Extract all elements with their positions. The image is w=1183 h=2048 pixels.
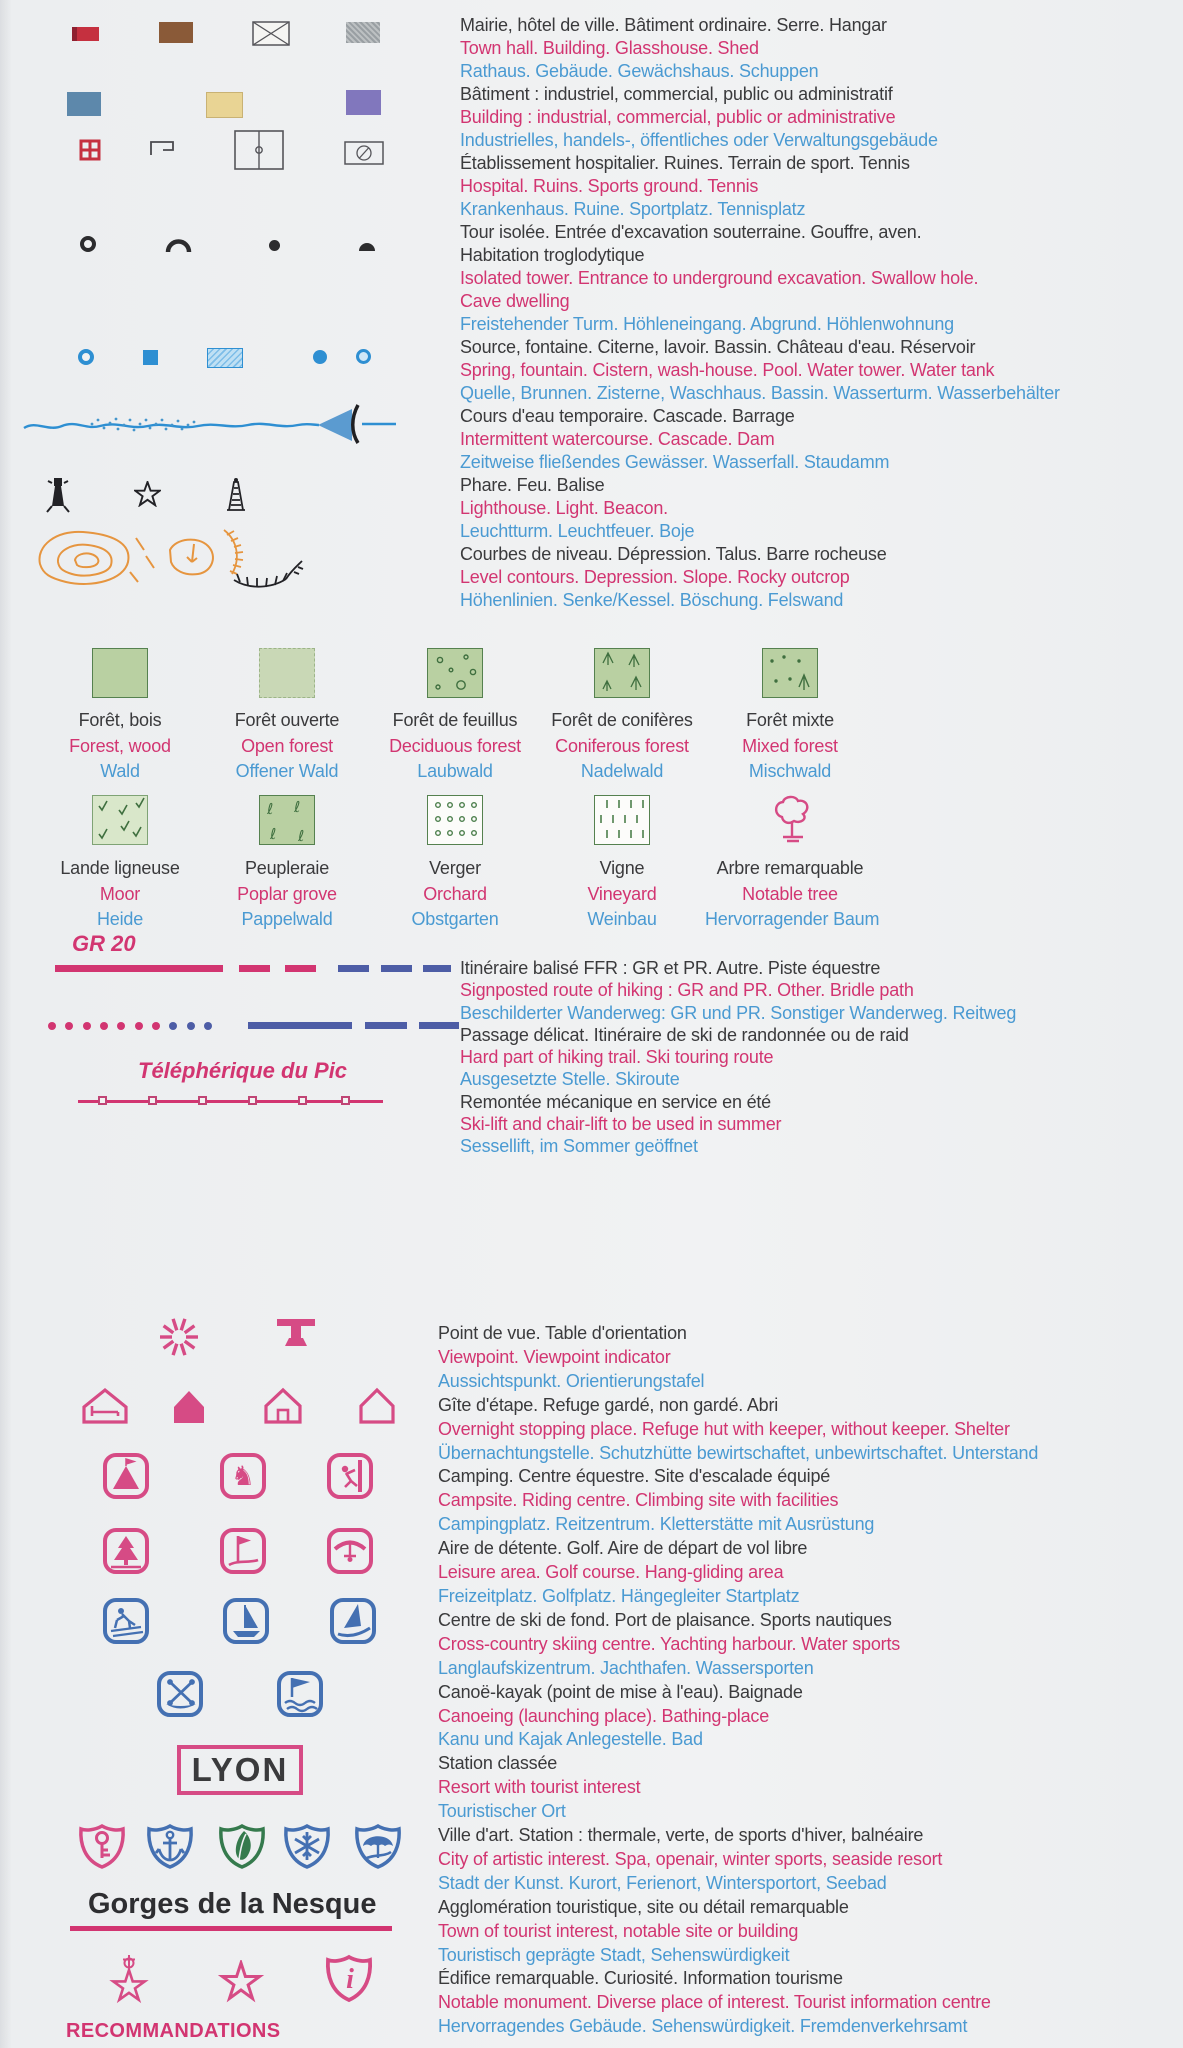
ski-touring-dash <box>419 1022 459 1029</box>
legend-line: Hospital. Ruins. Sports ground. Tennis <box>460 176 759 196</box>
ski-touring-dot <box>187 1022 195 1030</box>
ski-lift-label: Téléphérique du Pic <box>138 1058 348 1083</box>
coniferous-forest-label: Forêt de conifères Coniferous forest Nadelwald <box>551 710 693 781</box>
legend-line: Phare. Feu. Balise <box>460 475 605 495</box>
legend-line: Passage délicat. Itinéraire de ski de randonnée ou de raid <box>460 1024 909 1045</box>
ruins-symbol <box>148 139 176 157</box>
legend-line: Cave dwelling <box>460 291 570 311</box>
monument-star-icon <box>104 1954 154 2006</box>
legend-line: Freistehender Turm. Höhleneingang. Abgrund. Höhlenwohnung <box>460 314 954 334</box>
riding-centre-ic on <box>220 1453 266 1499</box>
svg-text:ℓ: ℓ <box>294 798 301 816</box>
shed-swatch <box>346 22 380 43</box>
legend-line: Intermittent watercourse. Cascade. Dam <box>460 429 775 449</box>
bathing-icon <box>277 1671 323 1717</box>
swallow-hole-symbol <box>269 240 280 251</box>
cascade-symbol <box>318 409 352 441</box>
light-star-symbol <box>134 481 161 507</box>
legend-line: Leuchtturm. Leuchtfeuer. Boje <box>460 521 695 541</box>
legend-line: Itinéraire balisé FFR : GR et PR. Autre. Piste équestre <box>460 958 881 978</box>
legend-top-text <box>460 14 1060 612</box>
ski-lift-pylon <box>341 1096 350 1105</box>
gr-route-label: GR 20 <box>72 931 136 956</box>
intermittent-watercourse-symbol <box>22 398 402 446</box>
town-name-label: LYON <box>191 1751 289 1788</box>
ski-lift-line <box>78 1100 383 1103</box>
legend-line: Canoeing (launching place). Bathing-place <box>438 1705 770 1726</box>
legend-line: Agglomération touristique, site ou détail remarquable <box>438 1896 849 1917</box>
legend-line: Point de vue. Table d'orientation <box>438 1323 687 1343</box>
legend-line: Quelle, Brunnen. Zisterne, Waschhaus. Bassin. Wasserturm. Wasserbehälter <box>460 383 1060 403</box>
svg-text:ℓ: ℓ <box>298 827 305 843</box>
legend-line: Beschilderter Wanderweg: GR und PR. Sonstiger Wanderweg. Reitweg <box>460 1002 1017 1023</box>
mixed-forest-swatch <box>762 648 818 698</box>
legend-line: Station classée <box>438 1753 558 1774</box>
cave-dwelling-symbol <box>358 239 376 252</box>
legend-line: Lighthouse. Light. Beacon. <box>460 498 668 518</box>
legend-line: Spring, fountain. Cistern, wash-house. Pool. Water tower. Water tank <box>460 360 995 380</box>
legend-line: Kanu und Kajak Anlegestelle. Bad <box>438 1729 703 1750</box>
bridle-path-dash <box>423 965 451 972</box>
slope-symbol <box>224 530 243 574</box>
legend-line: Isolated tower. Entrance to underground excavation. Swallow hole. <box>460 268 979 288</box>
open-forest-label: Forêt ouverte Open forest Offener Wald <box>234 710 340 781</box>
industrial-building-swatch <box>67 92 101 116</box>
legend-line: Industrielles, handels-, öffentliches oder Verwaltungsgebäude <box>460 130 938 150</box>
legend-line: Touristischer Ort <box>438 1801 566 1822</box>
gite-etape-icon <box>82 1385 128 1425</box>
horse-glyph: ♞ <box>230 1460 256 1491</box>
deciduous-forest-label: Forêt de feuillus Deciduous forest Laubwald <box>389 710 521 781</box>
hard-passage-dot <box>100 1022 108 1030</box>
legend-line: Level contours. Depression. Slope. Rocky outcrop <box>460 567 850 587</box>
legend-line: Canoë-kayak (point de mise à l'eau). Baignade <box>438 1681 803 1702</box>
reservoir-symbol <box>356 349 371 364</box>
coniferous-forest-swatch <box>594 648 650 698</box>
legend-line: Overnight stopping place. Refuge hut with keeper, without keeper. Shelter <box>438 1418 1010 1439</box>
tourist-town-example: Gorges de la Nesque <box>88 1888 377 1920</box>
legend-line: Courbes de niveau. Dépression. Talus. Barre rocheuse <box>460 544 887 564</box>
level-contours-symbol <box>28 516 308 604</box>
svg-text:i: i <box>346 1964 354 1995</box>
notable-tree-icon <box>770 793 814 845</box>
legend-line: Campingplatz. Reitzentrum. Kletterstätte mit Ausrüstung <box>438 1514 875 1535</box>
legend-line: Notable monument. Diverse place of interest. Tourist information centre <box>438 1992 991 2013</box>
vineyard-swatch <box>594 795 650 845</box>
tennis-symbol <box>344 141 384 165</box>
ski-touring-dot <box>169 1022 177 1030</box>
isolated-tower-symbol <box>80 236 96 252</box>
legend-line: Krankenhaus. Ruine. Sportplatz. Tennisplatz <box>460 199 806 219</box>
legend-line: Tour isolée. Entrée d'excavation souterraine. Gouffre, aven. <box>460 222 922 242</box>
legend-line: Freizeitplatz. Golfplatz. Hängegleiter Startplatz <box>438 1585 800 1606</box>
legend-line: Building : industrial, commercial, public or administrative <box>460 107 896 127</box>
classified-resort-example <box>177 1745 303 1795</box>
legend-line: Stadt der Kunst. Kurort, Ferienort, Wintersportort, Seebad <box>438 1872 887 1893</box>
spring-symbol <box>78 349 94 365</box>
svg-text:ℓ: ℓ <box>267 800 274 818</box>
notable-tree-label: Arbre remarquable Notable tree Hervorragender Baum <box>705 858 880 929</box>
beacon-symbol <box>224 477 248 512</box>
recommendations-title: RECOMMANDATIONS <box>66 2020 281 2042</box>
ski-touring-dot <box>204 1022 212 1030</box>
moor-label: Lande ligneuse Moor Heide <box>60 858 180 929</box>
mixed-forest-label: Forêt mixte Mixed forest Mischwald <box>742 710 838 781</box>
ordinary-building-swatch <box>159 22 193 43</box>
curiosity-star-icon <box>218 1960 264 2004</box>
legend-line: Zeitweise fließendes Gewässer. Wasserfall. Staudamm <box>460 452 890 472</box>
legend-line: Camping. Centre équestre. Site d'escalade équipé <box>438 1466 831 1487</box>
pool-symbol <box>207 348 243 368</box>
bridle-path-dash <box>381 965 412 972</box>
lighthouse-symbol <box>45 476 71 514</box>
sports-ground-symbol <box>234 130 284 170</box>
rocky-outcrop-symbol <box>234 561 303 587</box>
legend-line: Ville d'art. Station : thermale, verte, de sports d'hiver, balnéaire <box>438 1825 924 1846</box>
legend-line: Édifice remarquable. Curiosité. Information tourisme <box>438 1968 843 1989</box>
hospital-symbol <box>79 139 101 161</box>
legend-line: Hervorragendes Gebäude. Sehenswürdigkeit. Fremdenverkehrsamt <box>438 2016 968 2037</box>
depression-symbol <box>170 540 213 575</box>
shelter-icon <box>359 1385 395 1425</box>
hard-passage-dot <box>83 1022 91 1030</box>
bridle-path-dash <box>338 965 369 972</box>
legend-line: Aussichtspunkt. Orientierungstafel <box>438 1370 705 1391</box>
tourist-town-underline <box>70 1926 392 1931</box>
public-building-swatch <box>346 90 381 115</box>
legend-line: Habitation troglodytique <box>460 245 645 265</box>
legend-line: Source, fontaine. Citerne, lavoir. Bassin. Château d'eau. Réservoir <box>460 337 976 357</box>
legend-line: Town hall. Building. Glasshouse. Shed <box>460 38 759 58</box>
legend-line: Établissement hospitalier. Ruines. Terrain de sport. Tennis <box>460 153 910 173</box>
orientation-table-icon <box>276 1318 316 1354</box>
viewpoint-icon <box>158 1316 200 1358</box>
legend-line: Sessellift, im Sommer geöffnet <box>460 1136 698 1157</box>
leisure-area-icon <box>103 1528 149 1574</box>
campsite-icon <box>103 1453 149 1499</box>
legend-tourism-text <box>438 1322 1038 2039</box>
legend-line: Touristisch geprägte Stadt, Sehenswürdigkeit <box>438 1944 790 1965</box>
climbing-icon <box>327 1453 373 1499</box>
legend-line: Aire de détente. Golf. Aire de départ de vol libre <box>438 1538 808 1559</box>
poplar-grove-label: Peupleraie Poplar grove Pappelwald <box>237 858 337 929</box>
cross-country-ski-icon <box>103 1598 149 1644</box>
hard-passage-dot <box>135 1022 143 1030</box>
legend-line: Hard part of hiking trail. Ski touring route <box>460 1047 774 1068</box>
refuge-with-keeper-icon <box>172 1387 206 1425</box>
legend-line: Ski-lift and chair-lift to be used in summer <box>460 1114 782 1135</box>
legend-line: City of artistic interest. Spa, openair, winter sports, seaside resort <box>438 1848 943 1869</box>
open-forest-swatch <box>259 648 315 698</box>
legend-line: Rathaus. Gebäude. Gewächshaus. Schuppen <box>460 61 819 81</box>
moor-swatch <box>92 795 148 845</box>
legend-line: Cours d'eau temporaire. Cascade. Barrage <box>460 406 795 426</box>
tourist-info-icon <box>324 1954 374 2004</box>
ski-lift-pylon <box>298 1096 307 1105</box>
ski-lift-pylon <box>248 1096 257 1105</box>
artistic-city-shield-icon <box>77 1823 127 1870</box>
pr-route-dash <box>285 965 316 972</box>
cistern-symbol <box>143 350 158 365</box>
hard-passage-dot <box>48 1022 56 1030</box>
openair-shield-icon <box>217 1823 267 1870</box>
windsurfing-icon <box>330 1598 376 1644</box>
water-tower-symbol <box>313 350 327 364</box>
seaside-shield-icon <box>353 1823 403 1870</box>
legend-line: Signposted route of hiking : GR and PR. Other. Bridle path <box>460 980 914 1001</box>
legend-line: Leisure area. Golf course. Hang-gliding area <box>438 1562 784 1583</box>
legend-line: Viewpoint. Viewpoint indicator <box>438 1346 671 1367</box>
gr-route-line <box>55 965 223 972</box>
hard-passage-dot <box>65 1022 73 1030</box>
legend-line: Campsite. Riding centre. Climbing site with facilities <box>438 1490 839 1511</box>
orchard-label: Verger Orchard Obstgarten <box>411 858 499 929</box>
legend-line: Höhenlinien. Senke/Kessel. Böschung. Felswand <box>460 590 844 610</box>
legend-line: Town of tourist interest, notable site or building <box>438 1920 799 1941</box>
legend-line: Langlaufskizentrum. Jachthafen. Wassersporten <box>438 1657 814 1678</box>
orchard-swatch <box>427 795 483 845</box>
ski-touring-dash <box>365 1022 407 1029</box>
poplar-grove-swatch <box>259 795 315 845</box>
canoeing-icon <box>157 1671 203 1717</box>
glasshouse-symbol <box>252 21 290 46</box>
commercial-building-swatch <box>206 92 243 118</box>
refuge-without-keeper-icon <box>264 1385 302 1425</box>
legend-line: Bâtiment : industriel, commercial, public ou administratif <box>460 84 893 104</box>
forest-wood-swatch <box>92 648 148 698</box>
legend-line: Übernachtungstelle. Schutzhütte bewirtschaftet, unbewirtschaftet. Unterstand <box>438 1442 1039 1463</box>
spa-shield-icon <box>145 1823 195 1870</box>
ski-lift-pylon <box>98 1096 107 1105</box>
vineyard-label: Vigne Vineyard Weinbau <box>587 858 657 929</box>
ski-lift-pylon <box>148 1096 157 1105</box>
yachting-icon <box>223 1598 269 1644</box>
legend-line: Remontée mécanique en service en été <box>460 1091 771 1112</box>
legend-line: Cross-country skiing centre. Yachting harbour. Water sports <box>438 1633 901 1654</box>
legend-line: Gîte d'étape. Refuge gardé, non gardé. Abri <box>438 1394 779 1415</box>
town-hall-swatch <box>72 27 99 41</box>
ski-touring-line <box>248 1022 352 1029</box>
legend-line: Mairie, hôtel de ville. Bâtiment ordinaire. Serre. Hangar <box>460 15 887 35</box>
hang-gliding-icon <box>327 1528 373 1574</box>
forest-wood-label: Forêt, bois Forest, wood Wald <box>69 710 171 781</box>
deciduous-forest-swatch <box>427 648 483 698</box>
legend-line: Ausgesetzte Stelle. Skiroute <box>460 1069 680 1090</box>
winter-sports-shield-icon <box>282 1823 332 1870</box>
svg-text:ℓ: ℓ <box>270 825 277 843</box>
pr-route-dash <box>239 965 270 972</box>
hard-passage-dot <box>117 1022 125 1030</box>
hard-passage-dot <box>152 1022 160 1030</box>
dam-symbol <box>353 405 358 443</box>
excavation-entrance-symbol <box>165 232 192 253</box>
legend-routes-text <box>460 957 1016 1158</box>
golf-icon <box>220 1528 266 1574</box>
legend-line: Resort with tourist interest <box>438 1777 641 1798</box>
legend-line: Centre de ski de fond. Port de plaisance. Sports nautiques <box>438 1609 892 1630</box>
ski-lift-pylon <box>198 1096 207 1105</box>
